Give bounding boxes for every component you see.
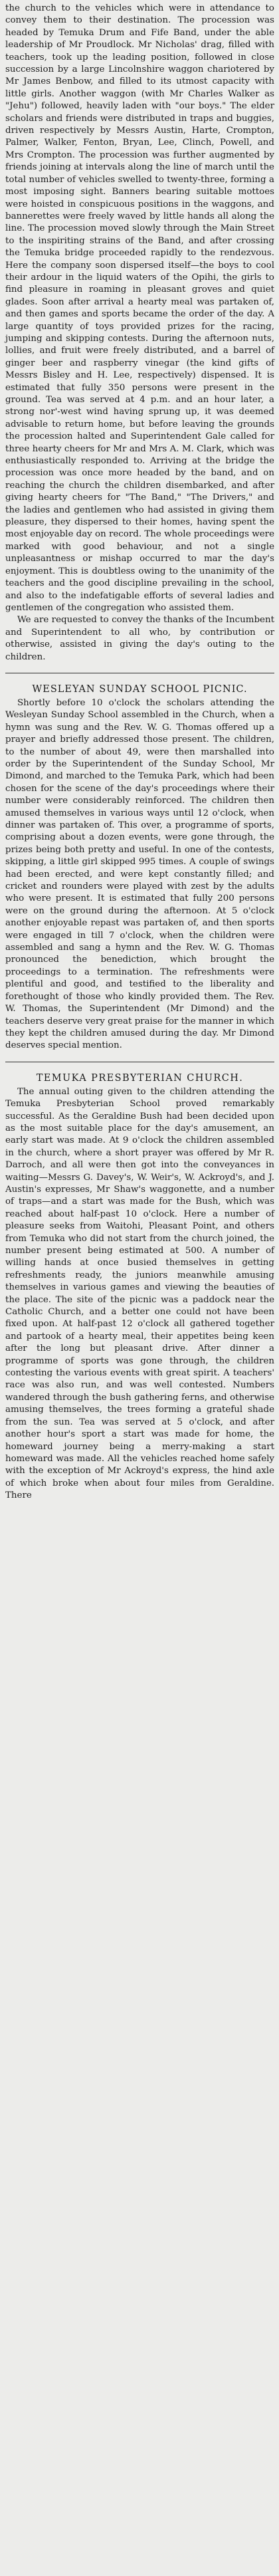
article-wesleyan-picnic [5, 683, 274, 1052]
article-paragraph: The annual outing given to the children attending the Temuka Presbyterian School proved remarkably successful. As the Geraldine Bush had been decided upon as the most suitable place for the day's amusement, an early start was made. At 9 o'clock the children assembled in the church, where a short prayer was offered by Mr R. Darroch, and all were then got into the conveyances in waiting—Messrs G. Davey's, W. Weir's, W. Ackroyd's, and J. Austin's expresses, Mr Shaw's waggonette, and a number of traps—and a start was made for the Bush, which was reached about half-past 10 o'clock. Here a number of pleasure seeks from Waitohi, Pleasant Point, and others from Temuka who did not start from the church joined, the number present being estimated at 500. A number of willing hands at once busied themselves in getting refreshments ready, the juniors meanwhile amusing themselves in various games and viewing the beauties of the place. The site of the picnic was a paddock near the Catholic Church, and a better one could not have been fixed upon. At half-past 12 o'clock all gathered together and partook of a hearty meal, their appetites being keen after the long but pleasant drive. After dinner a programme of sports was gone through, the children contesting the various events with great spirit. A teachers' race was also run, and was well contested. Numbers wandered through the bush gathering ferns, and otherwise amusing themselves, the trees forming a grateful shade from the sun. Tea was served at 5 o'clock, and after another hour's sport a start was made for home, the homeward journey being a merry-making a start homeward was made. All the vehicles reached home safely with the exception of Mr Ackroyd's express, the hind axle of which broke when about four miles from Geraldine. There [5, 1086, 274, 1501]
article-paragraph: Shortly before 10 o'clock the scholars attending the Wesleyan Sunday School assembled in the Church, when a hymn was sung and the Rev. W. G. Thomas offered up a prayer and briefly addressed those present. The children, to the number of about 49, were then marshalled into order by the Superintendent of the Sunday School, Mr Dimond, and marched to the Temuka Park, which had been chosen for the scene of the day's proceedings where their number were considerably reinforced. The children then amused themselves in various ways until 12 o'clock, when dinner was partaken of. This over, a programme of sports, comprising about a dozen events, were gone through, the prizes being both pretty and useful. In one of the contests, skipping, a little girl skipped 995 times. A couple of swings had been erected, and were kept constantly filled; and cricket and rounders were played with zest by the adults who were present. It is estimated that fully 200 persons were on the ground during the afternoon. At 5 o'clock another enjoyable repast was partaken of, and then sports were engaged in till 7 o'clock, when the children were assembled and sang a hymn and the Rev. W. G. Thomas pronounced the benediction, which brought the proceedings to a termination. The refreshments were plentiful and good, and testified to the liberality and forethought of those who kindly provided them. The Rev. W. Thomas, the Superintendent (Mr Dimond) and the teachers deserve very great praise for the manner in which they kept the children amused during the day. Mr Dimond deserves special mention. [5, 697, 274, 1051]
article-paragraph: the church to the vehicles which were in attendance to convey them to their destination. The procession was headed by Temuka Drum and Fife Band, under the able leadership of Mr Proudlock. Mr Nicholas' drag, filled with teachers, took up the leading position, followed in close succession by a large Lincolnshire waggon chariotered by Mr James Benbow, and filled to its utmost capacity with little girls. Another waggon (with Mr Charles Walker as "Jehu") followed, heavily laden with "our boys." The elder scholars and friends were distributed in traps and buggies, driven respectively by Messrs Austin, Harte, Crompton, Palmer, Walker, Fenton, Bryan, Lee, Clinch, Powell, and Mrs Crompton. The procession was further augmented by friends joining at intervals along the line of march until the total number of vehicles swelled to twenty-three, forming a most imposing sight. Banners bearing suitable mottoes were hoisted in conspicuous positions in the waggons, and bannerettes were freely waved by little hands all along the line. The procession moved slowly through the Main Street to the inspiriting strains of the Band, and after crossing the Temuka bridge proceeded rapidly to the rendezvous. Here the company soon dispersed itself—the boys to cool their ardour in the liquid waters of the Opihi, the girls to find pleasure in roaming in pleasant groves and quiet glades. Soon after arrival a hearty meal was partaken of, and then games and sports became the order of the day. A large quantity of toys provided prizes for the racing, jumping and skipping contests. During the afternoon nuts, lollies, and fruit were freely distributed, and a barrel of ginger beer and raspberry vinegar (the kind gifts of Messrs Bisley and H. Lee, respectively) dispensed. It is estimated that fully 350 persons were present in the ground. Tea was served at 4 p.m. and an hour later, a strong nor'-west wind having sprung up, it was deemed advisable to return home, but before leaving the grounds the procession halted and Superintendent Gale called for three hearty cheers for Mr and Mrs A. M. Clark, which was enthusiastically responded to. Arriving at the bridge the procession was once more headed by the band, and on reaching the church the children disembarked, and after giving hearty cheers for "The Band," "The Drivers," and the ladies and gentlemen who had assisted in giving them pleasure, they dispersed to their homes, having spent the most enjoyable day on record. The whole proceedings were marked with good behaviour, and not a single unpleasantness or mishap occurred to mar the day's enjoyment. This is doubtless owing to the unanimity of the teachers and the good discipline prevailing in the school, and also to the indefatigable efforts of several ladies and gentlemen of the congregation who assisted them. [5, 3, 274, 613]
article-presbyterian-church [5, 1072, 274, 1502]
article-paragraph: We are requested to convey the thanks of the Incumbent and Superintendent to all who, by contribution or otherwise, assisted in giving the day's outing to the children. [5, 615, 274, 662]
article-heading: WESLEYAN SUNDAY SCHOOL PICNIC. [32, 683, 248, 695]
article-sunday-school-outing [5, 3, 274, 663]
article-heading: TEMUKA PRESBYTERIAN CHURCH. [36, 1072, 244, 1084]
